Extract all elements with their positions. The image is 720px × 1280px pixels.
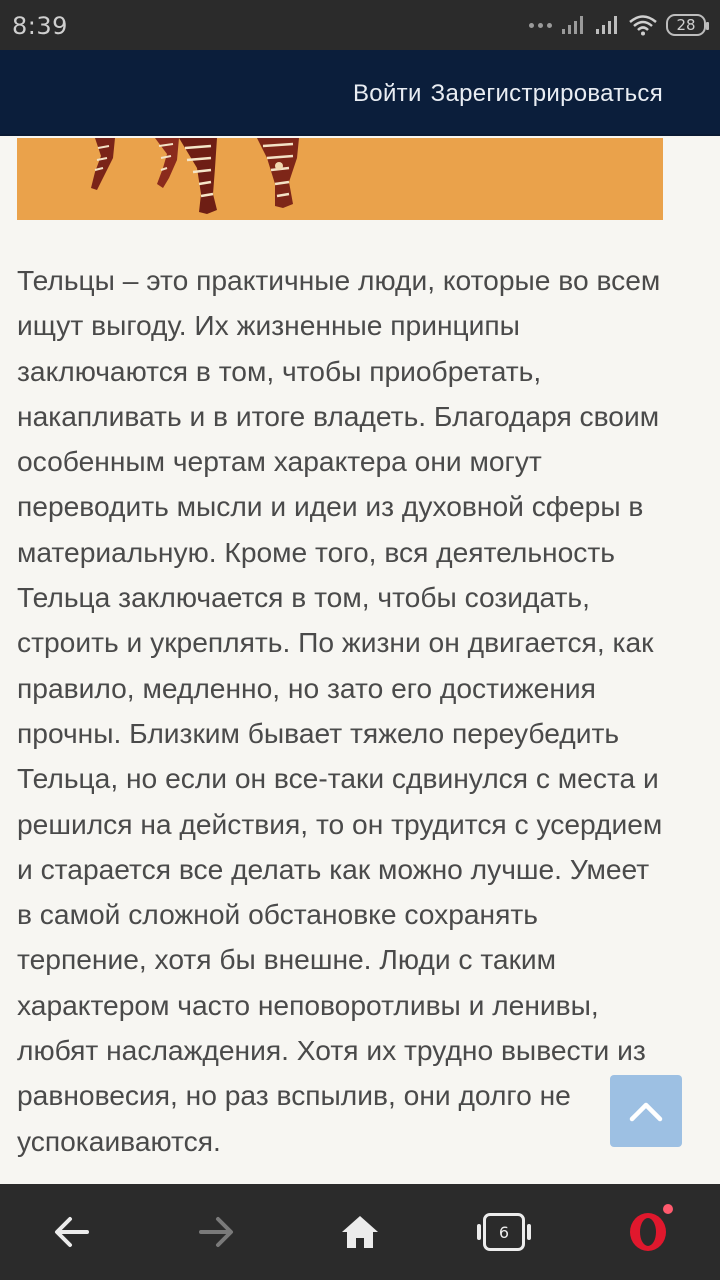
status-bar <box>0 0 720 50</box>
status-time: 8:39 <box>12 12 68 40</box>
auth-links <box>353 80 663 108</box>
chevron-up-icon <box>629 1100 663 1122</box>
article-body <box>17 258 667 1183</box>
home-icon <box>340 1214 380 1250</box>
register-link[interactable]: Зарегистрироваться <box>430 80 663 107</box>
opera-menu-button[interactable] <box>603 1184 693 1280</box>
taurus-illustration <box>17 138 663 220</box>
battery-icon <box>666 14 706 36</box>
forward-arrow-icon <box>198 1216 234 1248</box>
tab-count: 6 <box>498 1222 510 1242</box>
opera-menu-icon <box>627 1211 669 1253</box>
site-header <box>0 50 720 136</box>
more-dots-icon <box>529 23 552 28</box>
back-arrow-icon <box>54 1216 90 1248</box>
article-paragraph: Тельцы – это практичные люди, которые во всем ищут выгоду. Их жизненные принципы заключаются в том, чтобы приобретать, накапливать и в итоге владеть. Благодаря своим особенным чертам характера они могут переводить мысли и идеи из духовной сферы в материальную. Кроме того, вся деятельность Тельца заключается в том, чтобы созидать, строить и укреплять. По жизни он двигается, как правило, медленно, но зато его достижения прочны. Близким бывает тяжело переубедить Тельца, но если он все-таки сдвинулся с места и решился на действия, то он трудится с усердием и старается все делать как можно лучше. Умеет в самой сложной обстановке сохранять терпение, хотя бы внешне. Люди с таким характером часто неповоротливы и ленивы, любят наслаждения. Хотя их трудно вывести из равновесия, но раз вспылив, они долго не успокаиваются. <box>17 264 663 1157</box>
battery-level: 28 <box>676 16 696 34</box>
home-button[interactable] <box>315 1184 405 1280</box>
scroll-to-top-button[interactable] <box>610 1075 682 1147</box>
notification-dot <box>663 1204 673 1214</box>
status-icons <box>529 12 706 38</box>
forward-button[interactable] <box>171 1184 261 1280</box>
taurus-legs-image <box>17 138 663 220</box>
wifi-icon <box>628 14 658 36</box>
back-button[interactable] <box>27 1184 117 1280</box>
tabs-icon <box>483 1213 525 1251</box>
signal-icon-2 <box>594 14 620 36</box>
login-link[interactable]: Войти <box>352 80 422 107</box>
signal-icon <box>560 14 586 36</box>
tabs-button[interactable] <box>459 1184 549 1280</box>
browser-nav-bar <box>0 1184 720 1280</box>
